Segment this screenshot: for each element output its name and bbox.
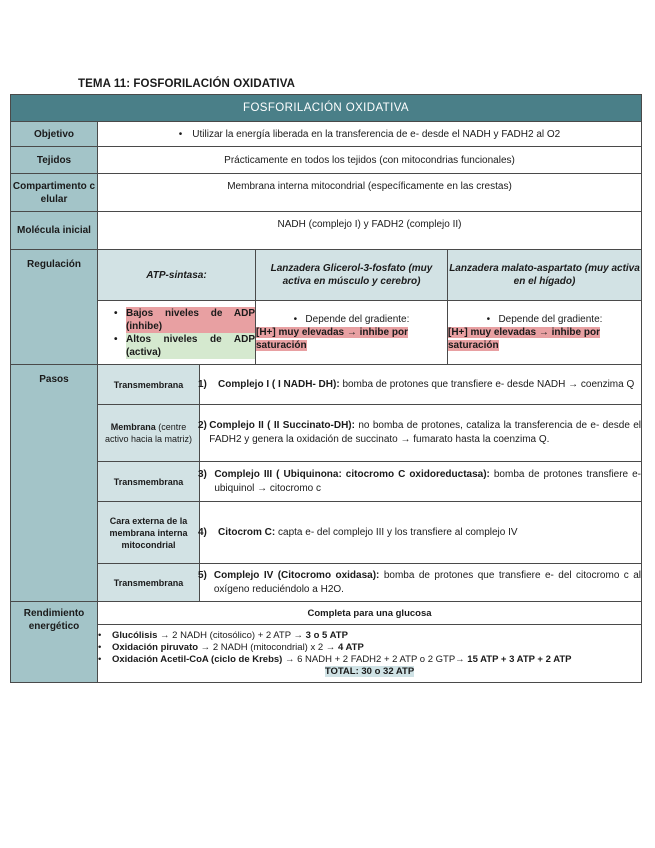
item-text: → 2 NADH (citosólico) + 2 ATP →	[157, 629, 306, 641]
step-location	[98, 365, 200, 405]
malato-highlight: [H+] muy elevadas → inhibe por saturación	[448, 327, 600, 351]
step-text: no bomba de protones, cataliza la transferencia de e- desde el FADH2 y genera la oxidación de succinato → fumarato hasta la coenzima Q.	[209, 420, 642, 445]
step-number: 1)	[198, 378, 207, 390]
step-location	[98, 405, 200, 462]
fosforilacion-table	[10, 94, 642, 683]
item-result: 4 ATP	[337, 641, 364, 653]
row-regulacion-headers	[11, 250, 642, 301]
step-description	[200, 502, 642, 564]
step-text: bomba de protones que transfiere e- desde NADH → coenzima Q	[342, 378, 635, 390]
step-location-bold: Cara externa de la membrana interna mitocondrial	[109, 515, 188, 550]
atp-sintasa-list	[108, 307, 255, 359]
glicerol-bullet: • Depende del gradiente:	[293, 314, 410, 325]
label-molecula: Molécula inicial	[11, 212, 98, 250]
row-rendimiento-body	[11, 625, 642, 683]
glicerol-highlight: [H+] muy elevadas → inhibe por saturación	[256, 327, 408, 351]
step-location-bold: Transmembrana	[113, 476, 184, 487]
document-title: TEMA 11: FOSFORILACIÓN OXIDATIVA	[78, 78, 296, 90]
rendimiento-list	[98, 630, 641, 666]
reg-header-glicerol: Lanzadera Glicerol-3-fosfato (muy activa en músculo y cerebro)	[256, 250, 448, 301]
reg-header-malato: Lanzadera malato-aspartato (muy activa en el hígado)	[448, 250, 642, 301]
row-objetivo	[11, 122, 642, 147]
step-row	[11, 502, 642, 564]
reg-malato	[448, 301, 642, 365]
step-description	[200, 405, 642, 462]
step-title: Complejo III ( Ubiquinona: citocromo C oxidoreductasa):	[214, 468, 490, 480]
step-row	[11, 462, 642, 502]
total-row	[98, 666, 641, 678]
row-molecula	[11, 212, 642, 250]
rendimiento-subheader: Completa para una glucosa	[98, 602, 642, 625]
malato-bullet-text: Depende del gradiente:	[498, 314, 603, 325]
step-title: Complejo I ( I NADH- DH):	[218, 378, 340, 390]
item-label: Oxidación piruvato	[112, 641, 199, 653]
step-title: Citocrom C:	[218, 526, 276, 538]
row-compartimento	[11, 174, 642, 212]
step-text: capta e- del complejo III y los transfiere al complejo IV	[278, 526, 518, 538]
label-rendimiento: Rendimiento energético	[11, 602, 98, 683]
step-description	[200, 365, 642, 405]
step-number: 2)	[198, 420, 207, 431]
objetivo-text: Utilizar la energía liberada en la transferencia de e- desde el NADH y FADH2 al O2	[192, 128, 561, 140]
reg-atp-sintasa	[98, 301, 256, 365]
item-label: Oxidación Acetil-CoA (ciclo de Krebs)	[112, 653, 283, 665]
item-text: → 6 NADH + 2 FADH2 + 2 ATP o 2 GTP→	[282, 653, 468, 665]
rendimiento-body	[98, 625, 642, 683]
label-objetivo: Objetivo	[11, 122, 98, 147]
item-result: 15 ATP + 3 ATP + 2 ATP	[467, 653, 572, 665]
step-number: 5)	[198, 569, 207, 581]
row-tejidos	[11, 147, 642, 174]
value-molecula: NADH (complejo I) y FADH2 (complejo II)	[98, 212, 642, 250]
step-text: bomba de protones que transfiere e- del citocromo c al oxígeno reduciéndolo a H2O.	[213, 569, 642, 595]
step-location-rest: (centre activo hacia la matriz)	[104, 422, 193, 444]
item-label: Glucólisis	[112, 629, 158, 641]
malato-bullet: • Depende del gradiente:	[486, 314, 603, 325]
item-result: 3 o 5 ATP	[305, 629, 348, 641]
step-text: bomba de protones transfiere e- ubiquinol → citocromo c	[214, 468, 641, 494]
row-rendimiento-header	[11, 602, 642, 625]
step-location	[98, 564, 200, 602]
value-objetivo	[98, 122, 642, 147]
label-tejidos: Tejidos	[11, 147, 98, 174]
step-number: 4)	[198, 526, 207, 538]
table-header: FOSFORILACIÓN OXIDATIVA	[11, 95, 642, 122]
label-regulacion: Regulación	[11, 250, 98, 365]
total-atp: TOTAL: 30 o 32 ATP	[324, 665, 415, 677]
value-compartimento: Membrana interna mitocondrial (específicamente en las crestas)	[98, 174, 642, 212]
step-location-bold: Transmembrana	[113, 577, 184, 588]
step-row	[11, 564, 642, 602]
glicerol-bullet-text: Depende del gradiente:	[305, 314, 410, 325]
step-row	[11, 405, 642, 462]
step-location-bold: Membrana	[110, 422, 156, 432]
step-location	[98, 502, 200, 564]
step-title: Complejo IV (Citocromo oxidasa):	[213, 569, 380, 581]
list-item: • Altos niveles de ADP (activa)	[126, 333, 255, 359]
step-description	[200, 564, 642, 602]
step-location-bold: Transmembrana	[113, 379, 184, 390]
list-item	[98, 642, 641, 654]
reg-header-atp-sintasa: ATP-sintasa:	[98, 250, 256, 301]
step-title: Complejo II ( II Succinato-DH):	[209, 420, 355, 431]
label-pasos: Pasos	[11, 365, 98, 602]
list-item: • Bajos niveles de ADP (inhibe)	[126, 307, 255, 333]
table-header-row	[11, 95, 642, 122]
row-regulacion-values	[11, 301, 642, 365]
step-description	[200, 462, 642, 502]
step-row	[11, 365, 642, 405]
list-item	[98, 630, 641, 642]
step-number: 3)	[198, 468, 207, 480]
label-compartimento: Compartimento celular	[11, 174, 98, 212]
bullet-icon: •	[178, 128, 183, 140]
value-tejidos: Prácticamente en todos los tejidos (con mitocondrias funcionales)	[98, 147, 642, 174]
step-location	[98, 462, 200, 502]
list-item	[98, 654, 641, 666]
item-text: → 2 NADH (mitocondrial) x 2 →	[198, 641, 338, 653]
reg-glicerol	[256, 301, 448, 365]
